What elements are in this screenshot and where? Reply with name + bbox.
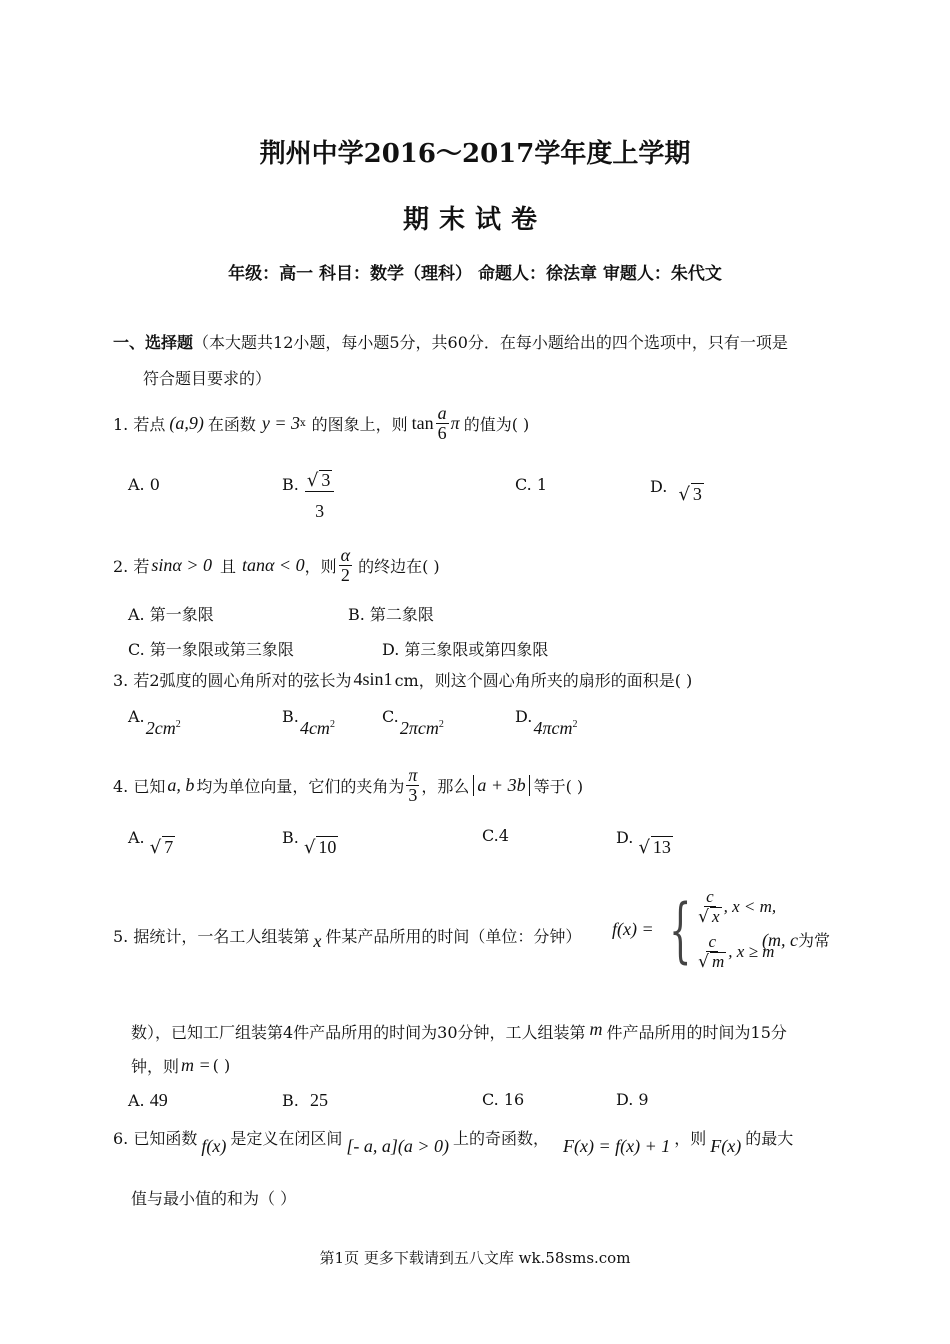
q5-frac-2: [698, 933, 726, 972]
q4-d-sqrt: 13: [652, 837, 671, 857]
q1-function: y = 3: [261, 412, 301, 433]
q5-mc: (m, c: [762, 930, 798, 950]
q3-option-a: [128, 706, 185, 738]
q4-a-sqrt: 7: [164, 837, 174, 857]
q3-c-text: 2πcm: [399, 718, 439, 738]
q4-text-4: 等于( ): [533, 776, 584, 796]
q2-cond-1: sinα > 0: [151, 554, 212, 575]
q4-text: 4. 已知: [113, 776, 166, 796]
q5-line2b-text: 件产品所用的时间为15分: [606, 1023, 787, 1042]
q4-frac-den: 3: [408, 784, 418, 805]
q6-text-3: 上的奇函数，: [453, 1129, 550, 1148]
q5-a-value: 49: [149, 1090, 168, 1110]
page-footer: 第1页 更多下载请到五八文库 wk.58sms.com: [319, 1249, 631, 1267]
q4-option-c: C.4: [482, 826, 509, 845]
section-desc-2: 符合题目要求的）: [143, 369, 272, 388]
q5-x: x: [313, 931, 322, 951]
q2-fraction: [339, 546, 352, 585]
question-4: [113, 762, 583, 808]
q1-text-3: 的图象上，则: [311, 414, 408, 434]
q3-expr: 4sin1: [353, 669, 393, 689]
q6-text-4: ，则: [674, 1129, 707, 1148]
question-6: [113, 1126, 794, 1156]
q5-frac-1: [698, 888, 721, 927]
q6-text-5: 的最大: [745, 1129, 794, 1148]
q1-option-a: A. 0: [128, 475, 160, 494]
q5-piecewise: [612, 888, 776, 971]
q5-cond-1: , x < m,: [723, 897, 777, 917]
q2-option-d: D. 第三象限或第四象限: [382, 640, 549, 659]
q5-line3-text: 钟，则: [131, 1057, 180, 1076]
question-1: [113, 400, 529, 446]
q3-c-value: [400, 718, 444, 738]
q3-b-text: 4cm: [299, 718, 330, 738]
q4-text-3: ，那么: [421, 776, 470, 796]
q3-text: 3. 若2弧度的圆心角所对的弦长为: [113, 671, 352, 690]
q5-m-eq: m =: [181, 1055, 211, 1075]
q1-text: 1. 若点: [113, 414, 166, 434]
q3-d-text: 4πcm: [533, 718, 573, 738]
q5-frac-2-den: √ m: [698, 951, 725, 972]
q5-cond-2: , x ≥ m: [728, 942, 775, 962]
q5-text-3: 为常: [797, 931, 830, 950]
q3-option-b: [282, 706, 339, 738]
q3-c-sup: 2: [438, 719, 444, 730]
q1-d-value: √ 3: [678, 484, 702, 505]
q5-brace-icon: {: [668, 888, 692, 971]
q5-option-a: [128, 1090, 168, 1111]
q6-fx: f(x): [201, 1136, 227, 1156]
q4-norm: a + 3b: [473, 775, 529, 796]
q4-a-value: √ 7: [149, 837, 174, 858]
q4-d-label: D.: [616, 828, 634, 847]
q3-text-2: cm，则这个圆心角所夹的扇形的面积是( ): [394, 671, 693, 690]
section-desc: （本大题共12小题，每小题5分，共60分．在每小题给出的四个选项中，只有一项是: [193, 333, 788, 352]
q1-b-num: √ 3: [305, 470, 334, 492]
q5-line-2: [131, 1020, 787, 1043]
question-2: [113, 542, 440, 588]
q6-Fx-def: F(x) = f(x) + 1: [563, 1136, 671, 1156]
q1-text-2: 在函数: [207, 414, 256, 434]
q3-d-label: D.: [515, 707, 533, 726]
q1-pi: π: [450, 412, 460, 433]
q2-option-c: C. 第一象限或第三象限: [128, 640, 294, 659]
q1-point: (a,9): [169, 412, 204, 433]
q3-b-value: [300, 718, 335, 738]
q3-a-text: 2cm: [145, 718, 176, 738]
q5-params: [762, 928, 830, 951]
q5-frac-2-sqrt: m: [712, 951, 725, 971]
q5-option-c: C. 16: [482, 1090, 525, 1109]
q2-option-a: A. 第一象限: [128, 605, 214, 624]
q1-b-den: 3: [315, 500, 325, 521]
q3-c-label: C.: [382, 707, 399, 726]
q1-option-d: [650, 475, 702, 505]
q3-option-d: [515, 706, 581, 738]
q1-b-label: B.: [282, 475, 299, 494]
q1-frac-den: 6: [437, 422, 447, 443]
page-title: 荆州中学2016～2017学年度上学期: [259, 139, 691, 169]
q2-frac-den: 2: [340, 564, 350, 585]
q6-text: 6. 已知函数: [113, 1129, 198, 1148]
q3-b-sup: 2: [329, 719, 335, 730]
q4-option-a: [128, 826, 175, 858]
q1-d-label: D.: [650, 477, 668, 496]
q4-a-label: A.: [128, 828, 145, 847]
q1-frac-num: a: [437, 402, 447, 423]
q6-text-2: 是定义在闭区间: [230, 1129, 343, 1148]
q5-frac-2-num: c: [708, 931, 716, 951]
q2-text-4: 的终边在( ): [358, 556, 440, 576]
q5-frac-1-den: √ x: [698, 906, 720, 927]
q5-text-2: 件某产品所用的时间（单位：分钟）: [325, 927, 582, 946]
q5-fx: f(x) =: [612, 919, 654, 940]
q4-option-b: [282, 826, 338, 858]
q1-b-sqrt: 3: [321, 470, 331, 490]
q1-b-fraction: [305, 470, 334, 521]
q2-text-3: ，则: [304, 556, 337, 576]
q3-a-sup: 2: [175, 719, 181, 730]
q3-d-value: [533, 718, 577, 738]
q4-d-value: √ 13: [638, 837, 671, 858]
q5-case-1: [696, 888, 776, 927]
section-label: 一、选择题: [113, 333, 194, 352]
q6-interval: [- a, a](a > 0): [346, 1136, 449, 1156]
q2-option-b: B. 第二象限: [348, 605, 434, 624]
q3-a-label: A.: [128, 707, 145, 726]
q3-a-value: [146, 718, 181, 738]
q5-option-d: D. 9: [616, 1090, 649, 1109]
q5-b-label: B.: [282, 1091, 299, 1110]
q1-text-4: 的值为( ): [463, 414, 530, 434]
q3-b-label: B.: [282, 707, 299, 726]
q5-line3b-text: ( ): [212, 1056, 231, 1075]
q2-text-2: 且: [219, 556, 236, 576]
q6-line-2: 值与最小值的和为（ ）: [131, 1189, 297, 1208]
page-subtitle: 期末试卷: [402, 205, 547, 235]
q2-cond-2: tanα < 0: [241, 554, 305, 575]
section-heading: [113, 330, 788, 353]
q1-exponent: x: [300, 417, 306, 429]
q4-text-2: 均为单位向量，它们的夹角为: [196, 776, 405, 796]
exam-meta: 年级：高一 科目：数学（理科） 命题人：徐法章 审题人：朱代文: [228, 264, 722, 284]
q1-option-b: [282, 470, 336, 521]
q1-d-sqrt: 3: [692, 484, 702, 504]
q2-frac-num: α: [340, 544, 351, 565]
q5-a-label: A.: [128, 1091, 145, 1110]
q3-d-sup: 2: [572, 719, 578, 730]
q5-line2-text: 数），已知工厂组装第4件产品所用的时间为30分钟，工人组装第: [131, 1023, 586, 1042]
question-5: [113, 924, 582, 951]
q4-b-value: √ 10: [303, 837, 337, 858]
q3-option-c: [382, 706, 448, 738]
q4-vectors: a, b: [167, 774, 195, 795]
q2-text: 2. 若: [113, 556, 150, 576]
q5-text: 5. 据统计，一名工人组装第: [113, 927, 310, 946]
q4-option-d: [616, 826, 673, 858]
q4-b-sqrt: 10: [318, 837, 337, 857]
question-3: [113, 668, 692, 691]
q5-option-b: [282, 1090, 328, 1111]
q5-frac-1-sqrt: x: [712, 906, 720, 926]
q1-tan: tan: [411, 412, 434, 433]
q4-frac-num: π: [408, 764, 418, 785]
q4-b-label: B.: [282, 828, 299, 847]
q6-Fx: F(x): [710, 1136, 742, 1156]
q1-fraction: [436, 404, 449, 443]
q5-line-3: [131, 1054, 230, 1077]
q5-m: m: [589, 1019, 603, 1039]
q5-frac-1-num: c: [706, 887, 714, 906]
q4-fraction: [406, 766, 419, 805]
q1-option-c: C. 1: [515, 475, 548, 494]
q5-b-value: 25: [309, 1090, 328, 1110]
